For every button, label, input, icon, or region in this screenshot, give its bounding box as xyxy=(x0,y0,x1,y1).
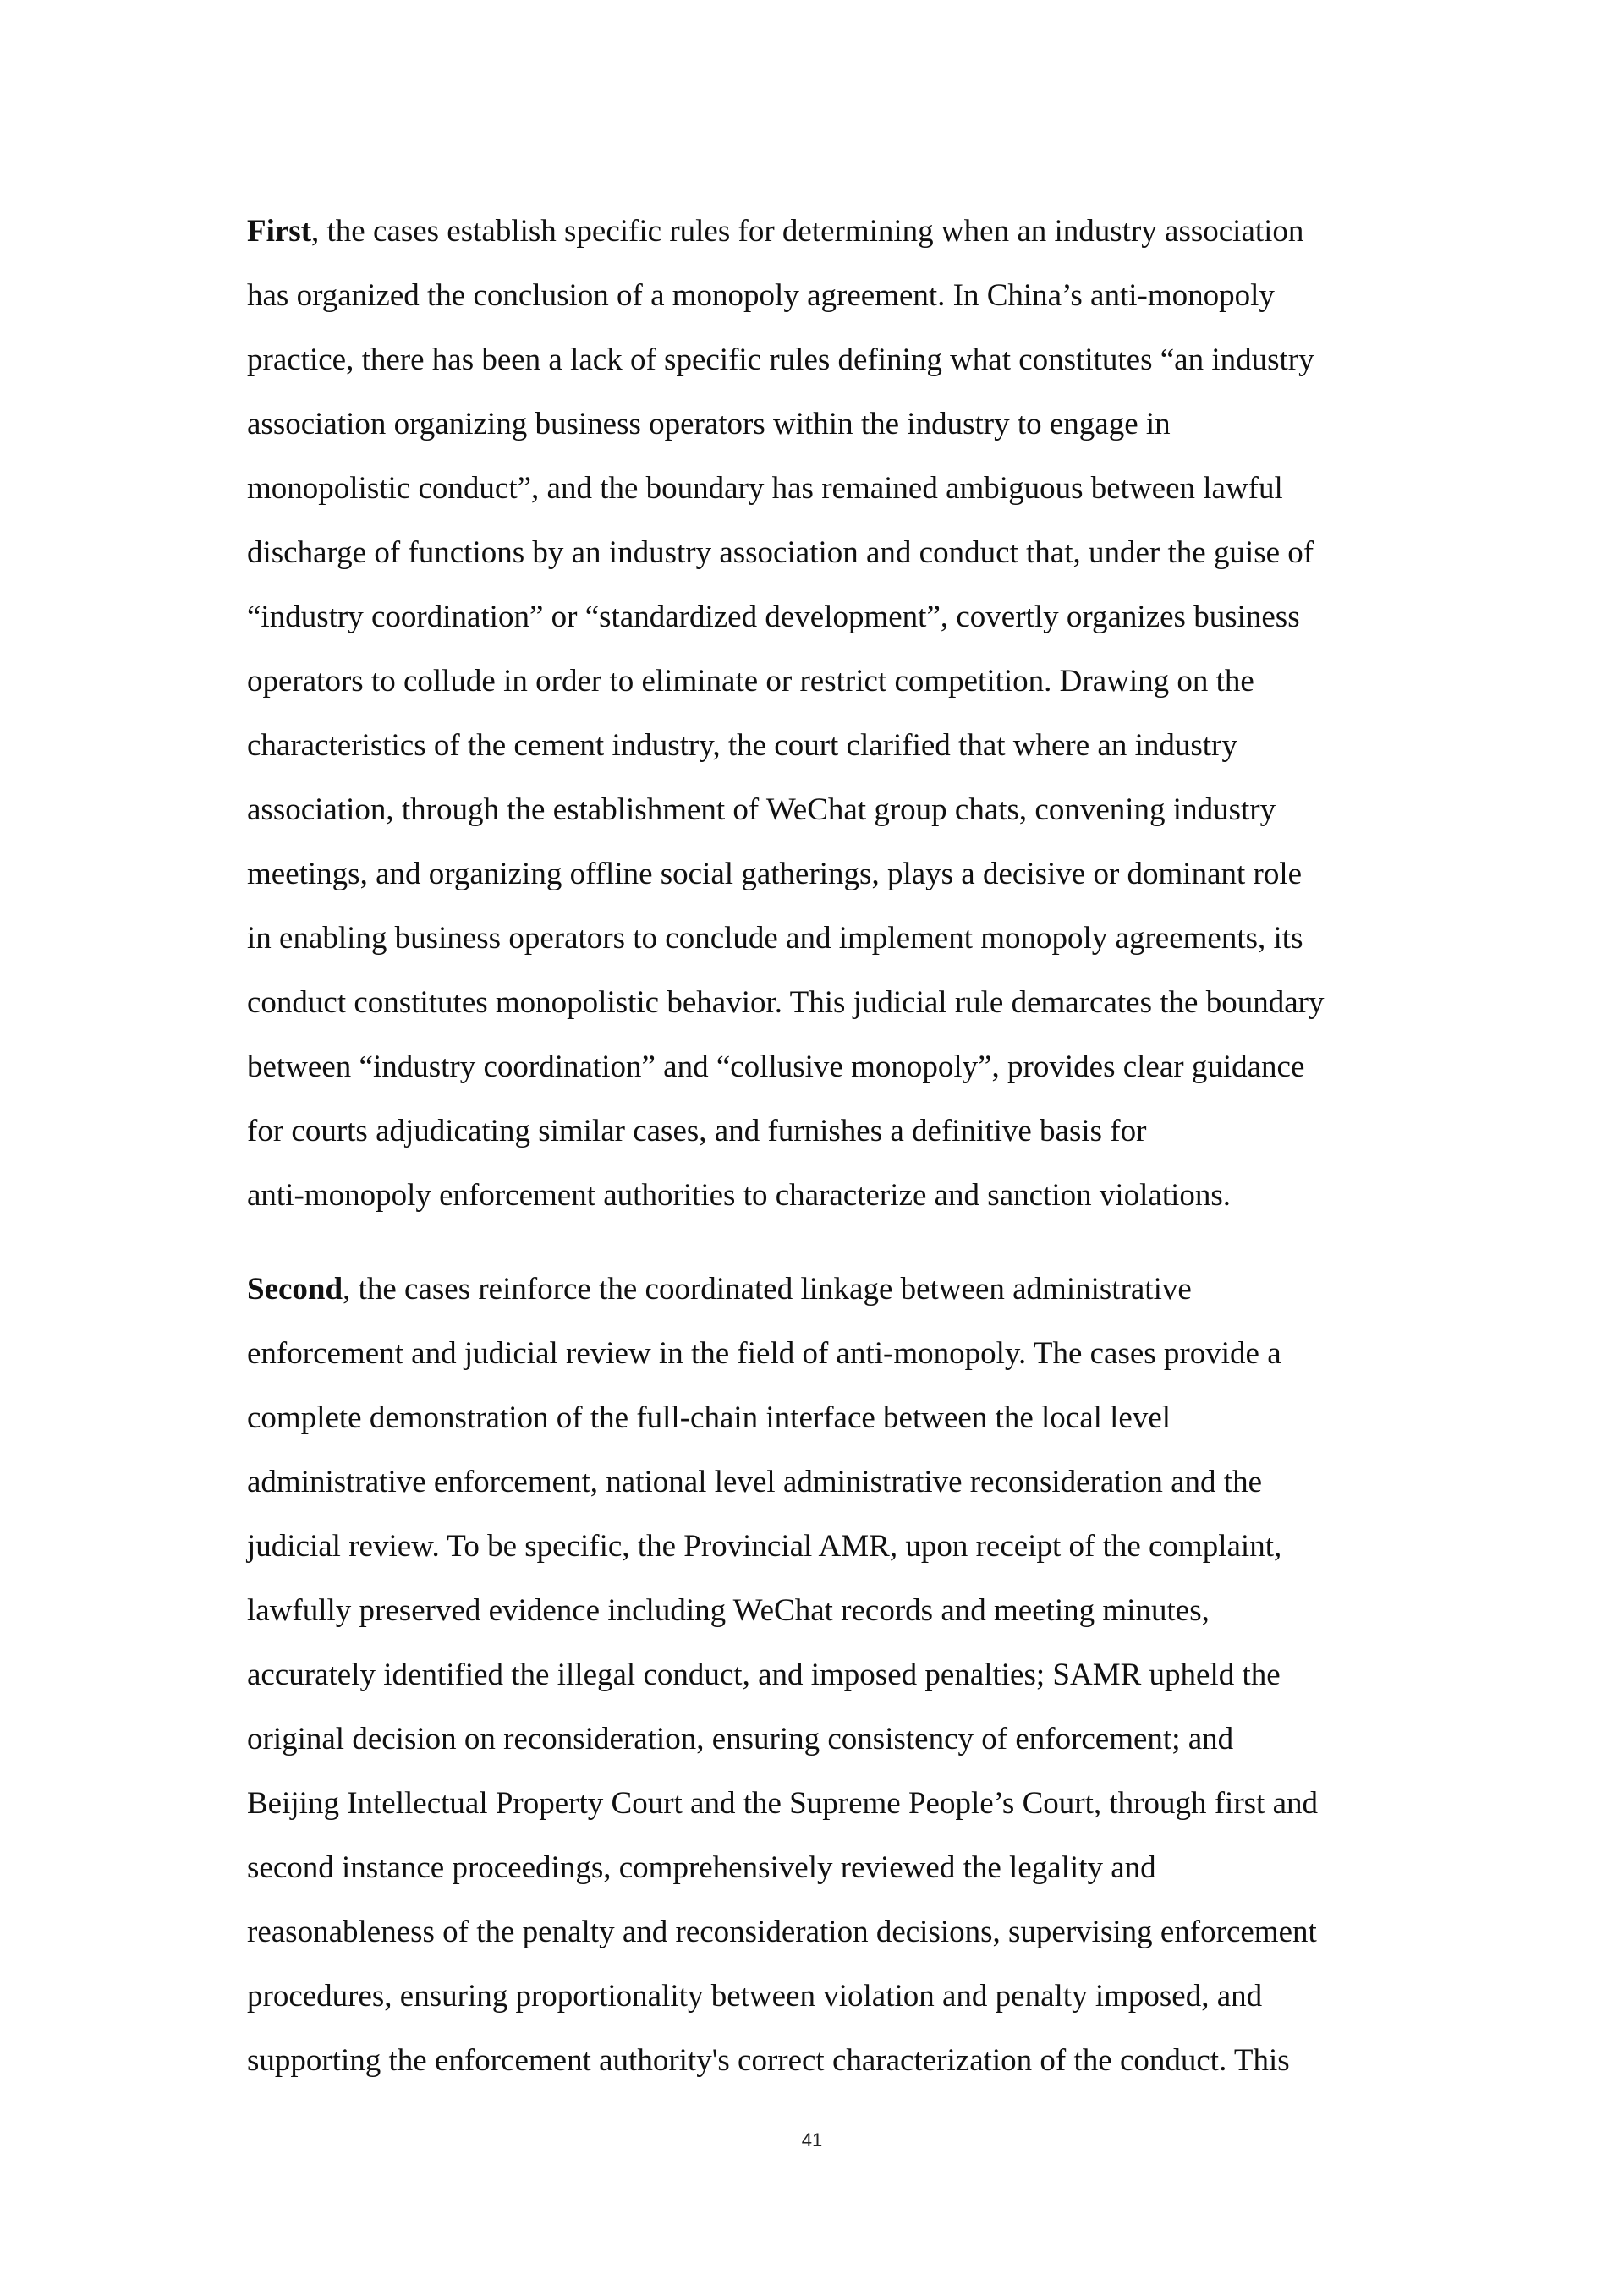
paragraph-line: monopolistic conduct”, and the boundary has remained ambiguous between lawful xyxy=(247,471,1283,506)
paragraph-line: association, through the establishment of WeChat group chats, convening industry xyxy=(247,792,1276,827)
paragraph-line xyxy=(247,200,1389,264)
paragraph-line: judicial review. To be specific, the Provincial AMR, upon receipt of the complaint, xyxy=(247,1529,1282,1564)
paragraph-line: has organized the conclusion of a monopoly agreement. In China’s anti-monopoly xyxy=(247,278,1275,313)
paragraph-line: second instance proceedings, comprehensively reviewed the legality and xyxy=(247,1850,1156,1885)
paragraph-line: conduct constitutes monopolistic behavior. This judicial rule demarcates the boundary xyxy=(247,985,1325,1020)
paragraph-line: characteristics of the cement industry, the court clarified that where an industry xyxy=(247,728,1237,763)
paragraph-line: practice, there has been a lack of specific rules defining what constitutes “an industry xyxy=(247,342,1314,377)
paragraph-line-text: , the cases reinforce the coordinated linkage between administrative xyxy=(343,1272,1192,1307)
paragraph-line: operators to collude in order to eliminate or restrict competition. Drawing on the xyxy=(247,664,1254,699)
paragraph-line: supporting the enforcement authority's correct characterization of the conduct. This xyxy=(247,2043,1290,2078)
paragraph-line: original decision on reconsideration, ensuring consistency of enforcement; and xyxy=(247,1722,1234,1756)
paragraph-line: administrative enforcement, national level administrative reconsideration and the xyxy=(247,1465,1263,1499)
paragraph-line: “industry coordination” or “standardized development”, covertly organizes business xyxy=(247,600,1300,634)
paragraph-line: for courts adjudicating similar cases, and furnishes a definitive basis for xyxy=(247,1114,1147,1148)
paragraph-line: accurately identified the illegal conduct, and imposed penalties; SAMR upheld the xyxy=(247,1658,1281,1692)
paragraph-line: in enabling business operators to conclude and implement monopoly agreements, its xyxy=(247,921,1303,956)
paragraph-line: between “industry coordination” and “collusive monopoly”, provides clear guidance xyxy=(247,1049,1305,1084)
paragraph-line: Beijing Intellectual Property Court and the Supreme People’s Court, through first and xyxy=(247,1786,1318,1821)
paragraph-line: discharge of functions by an industry association and conduct that, under the guise of xyxy=(247,535,1314,570)
paragraph-second xyxy=(247,1258,1389,2093)
paragraph-lead-first: First xyxy=(247,214,312,249)
paragraph-line-text: , the cases establish specific rules for determining when an industry association xyxy=(311,214,1304,249)
paragraph-line: procedures, ensuring proportionality between violation and penalty imposed, and xyxy=(247,1979,1263,2014)
paragraph-line: enforcement and judicial review in the field of anti-monopoly. The cases provide a xyxy=(247,1336,1281,1371)
paragraph-first xyxy=(247,200,1389,1228)
paragraph-line: meetings, and organizing offline social gatherings, plays a decisive or dominant role xyxy=(247,857,1303,891)
paragraph-line: anti-monopoly enforcement authorities to characterize and sanction violations. xyxy=(247,1178,1232,1213)
paragraph-line xyxy=(247,1258,1389,1322)
paragraph-line: complete demonstration of the full-chain interface between the local level xyxy=(247,1400,1171,1435)
paragraph-line: lawfully preserved evidence including WeChat records and meeting minutes, xyxy=(247,1593,1210,1628)
paragraph-lead-second: Second xyxy=(247,1272,343,1307)
paragraph-line: association organizing business operators within the industry to engage in xyxy=(247,407,1171,441)
page-number: 41 xyxy=(801,2129,823,2151)
paragraph-line: reasonableness of the penalty and reconsideration decisions, supervising enforcement xyxy=(247,1915,1317,1949)
